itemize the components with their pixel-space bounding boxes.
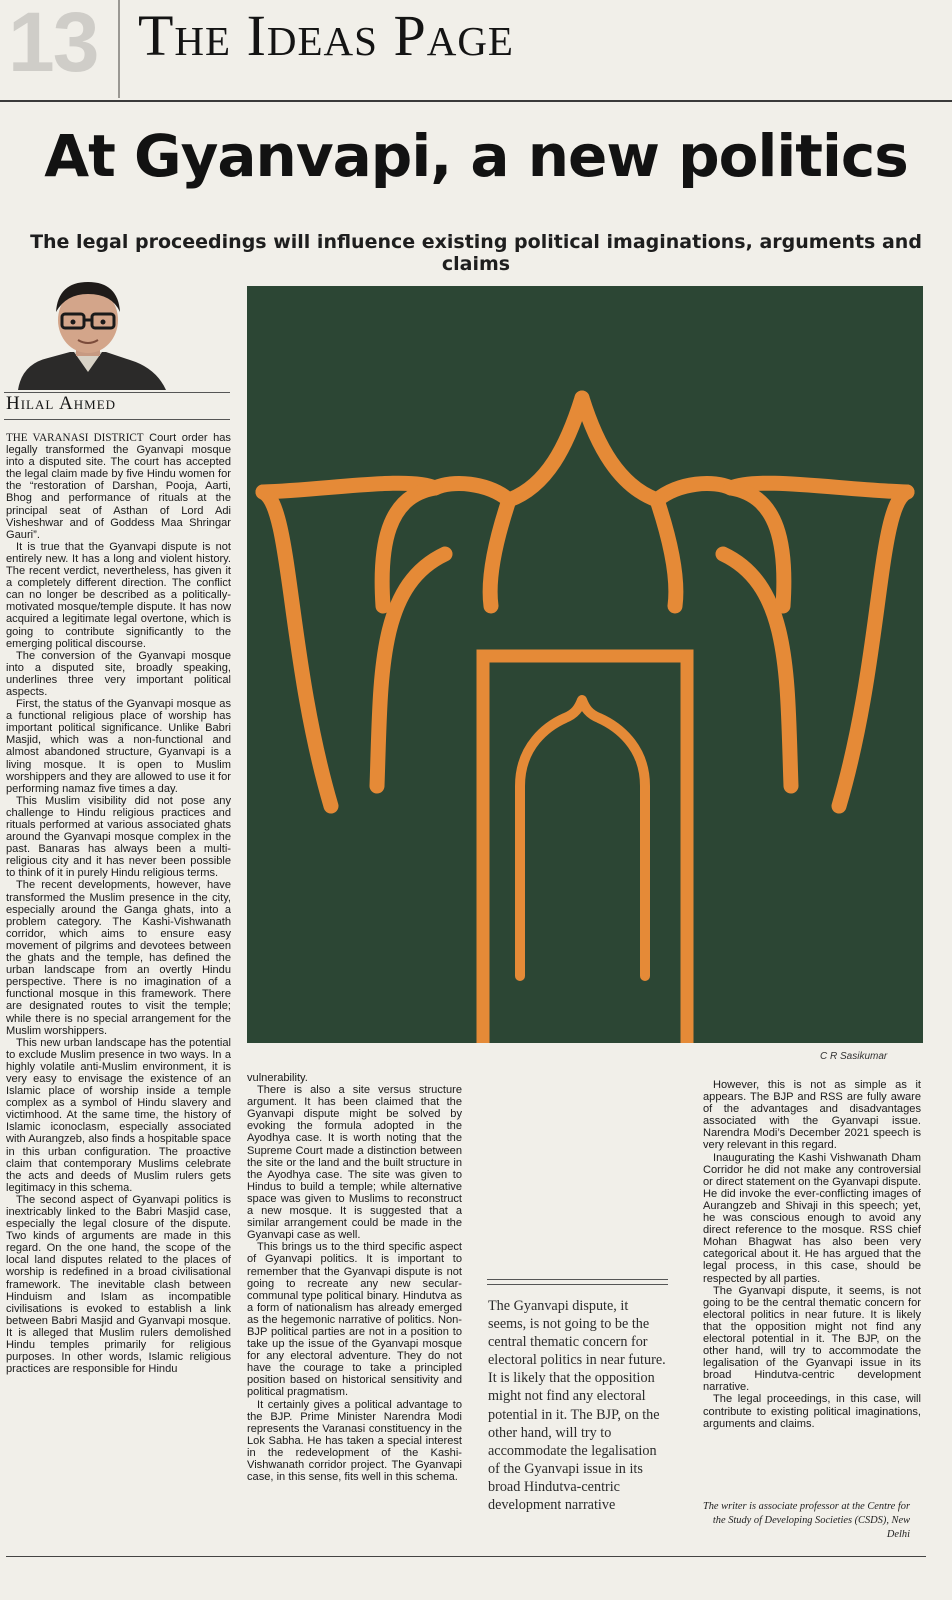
- paragraph: First, the status of the Gyanvapi mosque as a functional religious place of worship has important political significance. Unlike Babri Masjid, which was a non-functional and almost abandoned structure, Gyanvapi is a living mosque. It is open to Muslim worshippers and they are allowed to use it for performing namaz five times a day.: [6, 698, 231, 795]
- paragraph: The legal proceedings, in this case, will contribute to existing political imaginations, arguments and claims.: [703, 1393, 921, 1430]
- pullquote: The Gyanvapi dispute, it seems, is not going to be the central thematic concern for electoral politics in near future. It is likely that the opposition might not find any electoral potential in it. The BJP, on the other hand, will try to accommodate the legalisation of the Gyanvapi issue in its broad Hindutva-centric development narrative: [488, 1298, 666, 1514]
- temple-lotus-illustration: [247, 286, 923, 1043]
- article-column-4: [703, 1079, 921, 1493]
- page-bottom-rule: [6, 1556, 926, 1557]
- paragraph: The second aspect of Gyanvapi politics is inextricably linked to the Babri Masjid case, especially the legal closure of the dispute. Two kinds of arguments are made in this regard. On the one hand, the scope of the local land disputes related to the places of worship is redefined in a broad civilisational framework. The inevitable clash between Hinduism and Islam as incompatible civilisations is evoked to establish a link between Babri Masjid and Gyanvapi mosque. It is alleged that Muslim rulers demolished Hindu temples primarily for religious purposes. In other words, Islamic religious practices are responsible for Hindu: [6, 1193, 231, 1376]
- paragraph: vulnerability.: [247, 1072, 308, 1084]
- masthead-rule: [0, 100, 952, 102]
- paragraph: This new urban landscape has the potential to exclude Muslim presence in two ways. In a highly volatile anti-Muslim environment, it is very easy to envisage the existence of an Islamic place of worship inside a temple complex as a symbol of Hindu slavery and victimhood. At the same time, the history of Islamic iconoclasm, especially associated with Aurangzeb, also finds a hospitable space in this urban configuration. The proactive claim that contemporary Muslims celebrate the acts and deeds of Muslim rulers gets legitimacy in this schema.: [6, 1036, 231, 1194]
- section-title: The Ideas Page: [138, 3, 514, 68]
- article-column-1: [6, 432, 231, 1537]
- paragraph: This brings us to the third specific aspect of Gyanvapi politics. It is important to remember that the Gyanvapi dispute is not going to recreate any new secular-communal type political binary. Hindutva as a form of nationalism has already emerged as the hegemonic narrative of politics. Non-BJP political parties are not in a position to take up the issue of the Gyanvapi mosque for any electoral adventure. They do not have the courage to take a principled position based on historical sensitivity and political pragmatism.: [247, 1241, 462, 1399]
- lead-text: Court order has legally transformed the Gyanvapi mosque into a disputed site. The court has accepted the legal claim made by five Hindu women for the “restoration of Darshan, Pooja, Aarti, Bhog and performance of rituals at the principal seat of Asthan of Lord Adi Visheshwar and of Goddess Maa Shringar Gauri”.: [6, 432, 231, 541]
- paragraph: There is also a site versus structure argument. It has been claimed that the Gyanvapi dispute might be solved by evoking the formula adopted in the Ayodhya case. It is worth noting that the Supreme Court made a distinction between the site or the land and the built structure in the Ayodhya case. The site was given to Hindus to build a temple; while alternative space was given to Muslims to reconstruct a new mosque. It is suggested that a similar arrangement could be made in the Gyanvapi case as well.: [247, 1084, 462, 1242]
- pullquote-rule: [487, 1279, 668, 1285]
- page-number: 13: [8, 0, 98, 89]
- author-photo: [8, 272, 168, 390]
- paragraph: The conversion of the Gyanvapi mosque into a disputed site, broadly speaking, underlines three very important political aspects.: [6, 649, 231, 698]
- header-divider: [118, 0, 120, 98]
- lead-caps: THE VARANASI DISTRICT: [6, 432, 144, 444]
- byline-bottom-rule: [4, 419, 230, 420]
- author-byline: Hilal Ahmed: [6, 393, 117, 414]
- article-column-2: [247, 1072, 462, 1542]
- paragraph: However, this is not as simple as it appears. The BJP and RSS are fully aware of the advantages and disadvantages associated with the Gyanvapi issue. Narendra Modi’s December 2021 speech is very relevant in this regard.: [703, 1079, 921, 1152]
- paragraph-lead: [6, 432, 231, 541]
- author-note: The writer is associate professor at the Centre for the Study of Developing Societies (CSDS), New Delhi: [702, 1501, 910, 1540]
- paragraph: This Muslim visibility did not pose any challenge to Hindu religious practices and rituals performed at various associated ghats around the Gyanvapi mosque complex in the past. Banaras has always been a multi-religious city and it has never been possible to think of it in purely Hindu religious terms.: [6, 794, 231, 880]
- subheadline: The legal proceedings will influence existing political imaginations, arguments and claims: [30, 231, 922, 275]
- headline: At Gyanvapi, a new politics: [44, 122, 908, 190]
- illustration-credit: C R Sasikumar: [820, 1051, 888, 1062]
- paragraph: Inaugurating the Kashi Vishwanath Dham Corridor he did not make any controversial or direct statement on the Gyanvapi dispute. He did invoke the ever-conflicting images of Aurangzeb and Shivaji in this speech; yet, he was conscious enough to avoid any direct reference to the mosque. RSS chief Mohan Bhagwat has also been very categorical about it. He has argued that the legal process, in this case, should be respected by all parties.: [703, 1151, 921, 1285]
- paragraph: The recent developments, however, have transformed the Muslim presence in the city, especially around the Ganga ghats, into a problem category. The Kashi-Vishwanath corridor, which aims to ensure easy movement of pilgrims and devotees between the ghats and the temple, has defined the urban landscape from an overtly Hindu perspective. There is no imagination of a functional mosque in this framework. There are designated routes to visit the temple; while there is no special arrangement for the Muslim worshippers.: [6, 879, 231, 1037]
- paragraph: It is true that the Gyanvapi dispute is not entirely new. It has a long and violent history. The recent verdict, nevertheless, has given it a completely different direction. The conflict can no longer be described as a politically-motivated mosque/temple dispute. It has now acquired a legitimate legal overtone, which is going to contribute significantly to the emerging political discourse.: [6, 540, 231, 650]
- paragraph: The Gyanvapi dispute, it seems, is not going to be the central thematic concern for electoral politics in near future. It is likely that the opposition might not find any electoral potential in it. The BJP, on the other hand, will try to accommodate the legalisation of the Gyanvapi issue in its broad Hindutva-centric development narrative.: [703, 1284, 921, 1394]
- paragraph: It certainly gives a political advantage to the BJP. Prime Minister Narendra Modi represents the Varanasi constituency in the Lok Sabha. He has taken a special interest in the redevelopment of the Kashi-Vishwanath corridor project. The Gyanvapi case, in this sense, fits well in this schema.: [247, 1398, 462, 1484]
